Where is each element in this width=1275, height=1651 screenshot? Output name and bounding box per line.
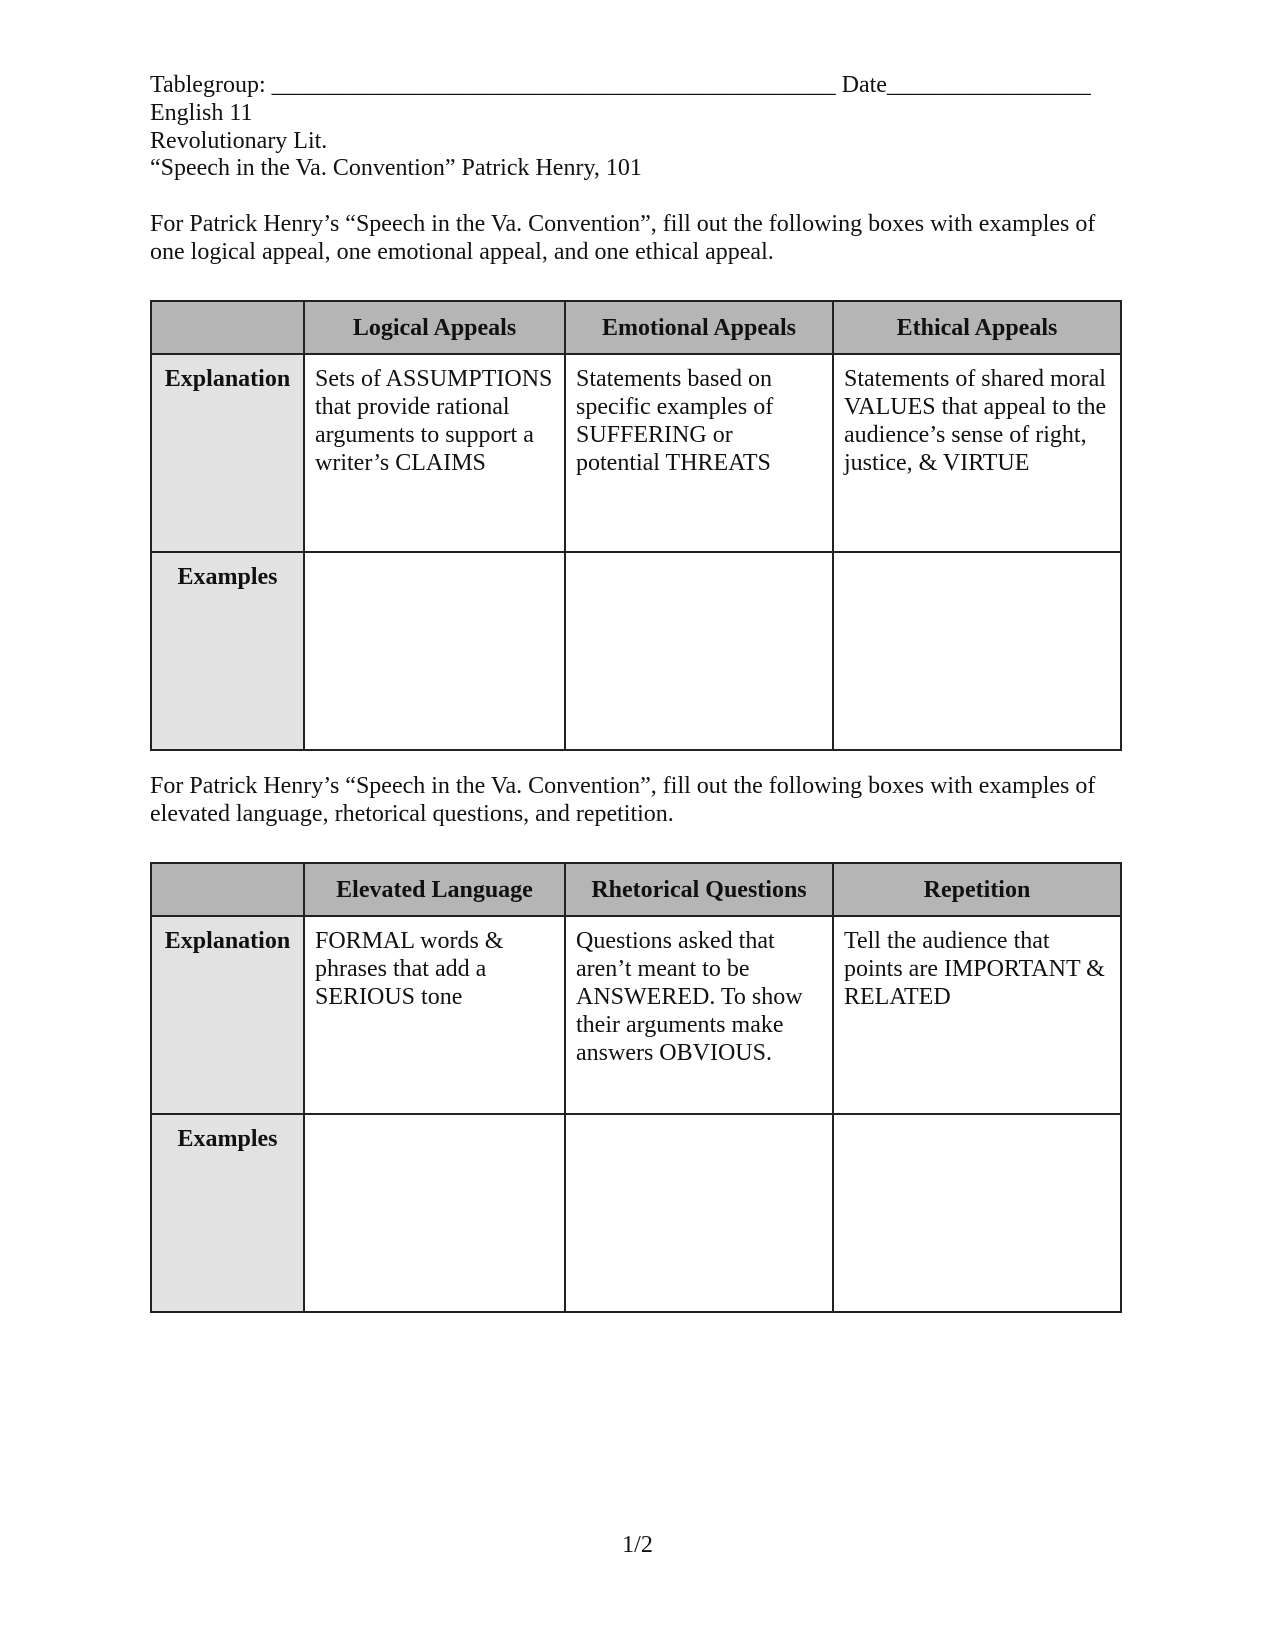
row-label-examples: Examples [151, 1114, 304, 1312]
devices-examples-row [151, 1114, 1121, 1312]
appeals-examples-row [151, 552, 1121, 750]
column-header-rhetorical-questions: Rhetorical Questions [565, 863, 833, 916]
rhetorical-questions-examples-cell[interactable] [565, 1114, 833, 1312]
course-name: English 11 [150, 100, 253, 126]
column-header-emotional-appeals: Emotional Appeals [565, 301, 833, 354]
row-label-explanation: Explanation [151, 916, 304, 1114]
repetition-explanation: Tell the audience that points are IMPORTANT & RELATED [833, 916, 1121, 1114]
emotional-appeals-explanation: Statements based on specific examples of SUFFERING or potential THREATS [565, 354, 833, 552]
repetition-examples-cell[interactable] [833, 1114, 1121, 1312]
rhetorical-questions-explanation: Questions asked that aren’t meant to be ANSWERED. To show their arguments make answers OBVIOUS. [565, 916, 833, 1114]
elevated-language-explanation: FORMAL words & phrases that add a SERIOUS tone [304, 916, 565, 1114]
logical-appeals-examples-cell[interactable] [304, 552, 565, 750]
emotional-appeals-examples-cell[interactable] [565, 552, 833, 750]
assignment-title: “Speech in the Va. Convention” Patrick Henry, 101 [150, 155, 642, 181]
column-header-ethical-appeals: Ethical Appeals [833, 301, 1121, 354]
column-header-logical-appeals: Logical Appeals [304, 301, 565, 354]
elevated-language-examples-cell[interactable] [304, 1114, 565, 1312]
devices-explanation-row [151, 916, 1121, 1114]
ethical-appeals-explanation: Statements of shared moral VALUES that appeal to the audience’s sense of right, justice, & VIRTUE [833, 354, 1121, 552]
ethical-appeals-examples-cell[interactable] [833, 552, 1121, 750]
row-label-explanation: Explanation [151, 354, 304, 552]
column-header-elevated-language: Elevated Language [304, 863, 565, 916]
appeals-explanation-row [151, 354, 1121, 552]
logical-appeals-explanation: Sets of ASSUMPTIONS that provide rational arguments to support a writer’s CLAIMS [304, 354, 565, 552]
devices-header-row [151, 863, 1121, 916]
column-header-repetition: Repetition [833, 863, 1121, 916]
tablegroup-date-line: Tablegroup: _______________________________________________ Date_________________ [150, 72, 1091, 98]
devices-corner-cell [151, 863, 304, 916]
appeals-header-row [151, 301, 1121, 354]
row-label-examples: Examples [151, 552, 304, 750]
rhetorical-devices-table [150, 862, 1122, 1313]
section1-instructions: For Patrick Henry’s “Speech in the Va. Convention”, fill out the following boxes with examples of one logical appeal, one emotional appeal, and one ethical appeal. [150, 211, 1096, 265]
unit-name: Revolutionary Lit. [150, 128, 328, 154]
page-number: 1/2 [622, 1532, 653, 1558]
appeals-table [150, 300, 1122, 751]
appeals-corner-cell [151, 301, 304, 354]
section2-instructions: For Patrick Henry’s “Speech in the Va. Convention”, fill out the following boxes with examples of elevated language, rhetorical questions, and repetition. [150, 773, 1096, 827]
